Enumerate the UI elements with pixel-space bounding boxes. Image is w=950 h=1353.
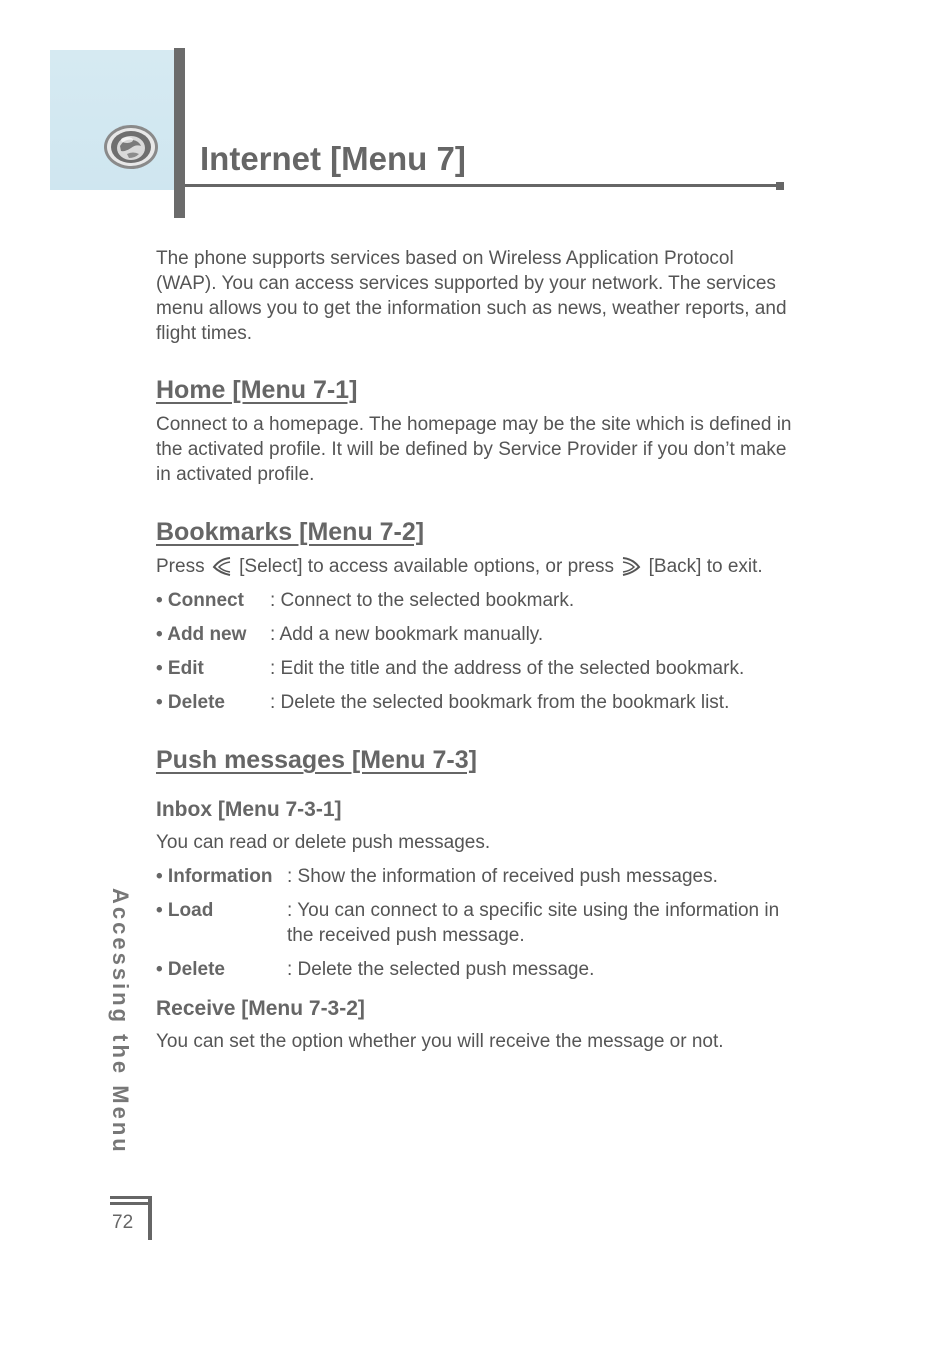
title-underline-end bbox=[776, 182, 784, 190]
inbox-options-list bbox=[156, 864, 796, 982]
bookmarks-text-b: [Select] to access available options, or press bbox=[239, 556, 615, 577]
option-term: • Load bbox=[156, 900, 214, 921]
bookmarks-text bbox=[156, 554, 796, 579]
home-section bbox=[156, 375, 796, 487]
option-term: • Add new bbox=[156, 624, 247, 645]
header-vertical-bar bbox=[174, 48, 185, 218]
side-bar-line bbox=[110, 1196, 152, 1199]
list-item bbox=[156, 957, 796, 982]
home-text: Connect to a homepage. The homepage may be the site which is defined in the activated profile. It will be defined by Service Provider if you don’t make in activated profile. bbox=[156, 414, 792, 485]
bookmarks-options-list bbox=[156, 588, 796, 715]
option-term: • Delete bbox=[156, 959, 225, 980]
bookmarks-text-a: Press bbox=[156, 556, 205, 577]
option-desc: : You can connect to a specific site using the information in the received push message. bbox=[287, 900, 780, 946]
option-desc: : Delete the selected push message. bbox=[287, 959, 595, 980]
left-soft-key-icon bbox=[210, 555, 234, 577]
option-term: • Information bbox=[156, 866, 273, 887]
list-item bbox=[156, 588, 796, 613]
bookmarks-heading: Bookmarks [Menu 7-2] bbox=[156, 518, 425, 546]
list-item bbox=[156, 622, 796, 647]
globe-icon bbox=[103, 124, 159, 170]
list-item bbox=[156, 690, 796, 715]
side-bar-line bbox=[110, 1202, 152, 1205]
page-number: 72 bbox=[112, 1212, 134, 1233]
list-item bbox=[156, 656, 796, 681]
page-title: Internet [Menu 7] bbox=[200, 140, 466, 177]
bookmarks-text-c: [Back] to exit. bbox=[648, 556, 763, 577]
inbox-text: You can read or delete push messages. bbox=[156, 832, 491, 853]
option-desc: : Show the information of received push messages. bbox=[287, 866, 718, 887]
inbox-heading: Inbox [Menu 7-3-1] bbox=[156, 798, 342, 821]
section-side-label: Accessing the Menu bbox=[108, 888, 133, 1155]
receive-text: You can set the option whether you will receive the message or not. bbox=[156, 1031, 724, 1052]
right-soft-key-icon bbox=[619, 555, 643, 577]
option-term: • Connect bbox=[156, 590, 244, 611]
receive-heading: Receive [Menu 7-3-2] bbox=[156, 997, 365, 1020]
push-heading: Push messages [Menu 7-3] bbox=[156, 746, 477, 774]
push-messages-section bbox=[156, 745, 796, 1054]
option-term: • Edit bbox=[156, 658, 204, 679]
intro-paragraph: The phone supports services based on Wireless Application Protocol (WAP). You can access services supported by your network. The services menu allows you to get the information such as news, weather reports, and flight times. bbox=[156, 248, 787, 344]
option-term: • Delete bbox=[156, 692, 225, 713]
list-item bbox=[156, 898, 796, 948]
page-number-divider bbox=[148, 1196, 152, 1240]
main-content bbox=[156, 246, 796, 1084]
list-item bbox=[156, 864, 796, 889]
option-desc: : Delete the selected bookmark from the bookmark list. bbox=[270, 692, 730, 713]
option-desc: : Edit the title and the address of the selected bookmark. bbox=[270, 658, 745, 679]
bookmarks-section bbox=[156, 517, 796, 715]
option-desc: : Connect to the selected bookmark. bbox=[270, 590, 575, 611]
side-bars bbox=[110, 1196, 152, 1208]
option-desc: : Add a new bookmark manually. bbox=[270, 624, 544, 645]
title-underline bbox=[185, 184, 780, 187]
home-heading: Home [Menu 7-1] bbox=[156, 376, 358, 404]
